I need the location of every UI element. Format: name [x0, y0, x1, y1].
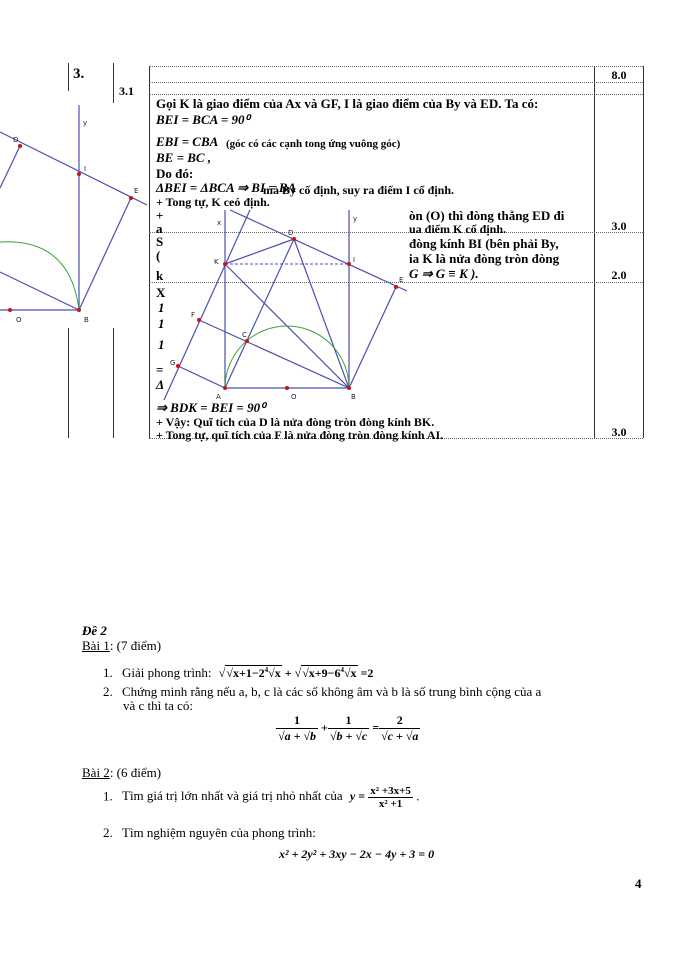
proof-line-4: òn (O) thì đòng thẳng ED đi: [409, 208, 565, 223]
bai2-label: Bài 2: [82, 765, 110, 780]
proof-line-7: ia K là nửa đòng tròn đòng: [409, 251, 560, 266]
svg-text:x: x: [217, 219, 222, 227]
svg-text:K: K: [214, 258, 219, 266]
clipped-glyph-7: 1: [158, 300, 165, 315]
bai1-item-1-text: Giải phong trình:: [122, 665, 212, 680]
bai1-equation-1: $√√x+1-2^4√x + √√x+9-6^4√x =2$: [218, 666, 374, 680]
bai1-label: Bài 1: [82, 638, 110, 653]
clipped-glyph-10: =: [156, 362, 164, 377]
svg-text:E: E: [399, 276, 404, 284]
bai1-equation-2: $\frac{1}{√a + √b}$ + $\frac{1}{√b + √c}$ = $\frac{2}{√c + √a}$: [278, 713, 419, 743]
proof-line-10: + Tong tự, quĩ tích của F là nửa đòng tròn đòng kính AI.: [156, 428, 444, 442]
proof-note-1: (góc có các cạnh tong ứng vuông góc): [226, 138, 401, 150]
bai1-item-1: [103, 665, 373, 681]
proof-eq-2: EBI = CBA: [156, 134, 219, 149]
section-number: 3.: [73, 66, 85, 82]
page-number: 4: [635, 876, 642, 891]
bai1-item-2-text: Chứng minh rằng nếu a, b, c là các số không âm và b là số trung bình cộng của a: [122, 684, 542, 699]
proof-line-8: G ⇒ G ≡ K ).: [409, 266, 479, 281]
proof-line-do-do: Do đó:: [156, 166, 194, 181]
bai2-item-2: [103, 825, 316, 841]
score-3-0-b: 3.0: [611, 425, 627, 439]
table-left-rule-4: [113, 328, 114, 438]
score-3-0-a: 3.0: [611, 219, 627, 233]
clipped-glyph-5: k: [156, 268, 164, 283]
proof-line-9: + Vậy: Quĩ tích của D là nửa đòng tròn đòng kính BK.: [156, 415, 435, 429]
bai2-heading: [82, 765, 161, 781]
proof-line-1: Gọi K là giao điểm của Ax và GF, I là giao điểm của By và ED. Ta có:: [156, 96, 539, 111]
bai2-fraction: $\frac{\text{x² +3x+5}}{\text{x² +1}}$: [370, 785, 411, 810]
bai1-item-2: [103, 685, 541, 713]
bai2-item-2-num: 2.: [103, 825, 113, 840]
proof-eq-4: ΔBEI = ΔBCA ⇒ BI = BA: [156, 180, 297, 195]
clipped-glyph-2: a: [156, 221, 163, 236]
row-rule-top: [149, 66, 643, 67]
table-left-rule-3: [68, 328, 69, 438]
proof-eq-5: ⇒ BDK = BEI = 90⁰: [156, 400, 266, 415]
score-2-0: 2.0: [611, 268, 627, 282]
table-left-rule-1: [68, 63, 69, 91]
bai2-equation: x² + 2y² + 3xy − 2x − 4y + 3 = 0: [279, 847, 435, 861]
clipped-glyph-6: X: [156, 285, 166, 300]
clipped-glyph-4: (: [156, 248, 161, 263]
svg-text:O: O: [16, 316, 22, 324]
clipped-glyph-11: Δ: [156, 377, 165, 392]
svg-text:B: B: [351, 393, 356, 400]
bai2-item-1: 1. Tìm giá trị lớn nhất và giá trị nhỏ nhất của y = $\frac{\text{x² +3x+5}}{\text{x² +1}}$ .: [103, 785, 420, 810]
score-col-border: [594, 66, 595, 438]
clipped-glyph-8: 1: [158, 316, 165, 331]
svg-text:C: C: [242, 331, 247, 339]
clipped-glyph-3: S: [156, 234, 164, 249]
bai2-points: : (6 điểm): [109, 765, 162, 780]
svg-text:y: y: [83, 119, 88, 127]
proof-line-3: + Tong tự, K ceó định.: [156, 195, 270, 209]
svg-text:y: y: [353, 215, 358, 223]
bai1-points: : (7 điểm): [109, 638, 162, 653]
proof-line-2: mà By cố định, suy ra điểm I cố định.: [263, 183, 455, 197]
table-right-border: [643, 66, 644, 438]
clipped-glyph-9: 1: [158, 337, 165, 352]
bai1-item-2-text2: và c thì ta có:: [123, 698, 194, 713]
bai2-frac-lhs: y =: [349, 789, 366, 804]
svg-text:D: D: [288, 229, 294, 237]
svg-text:O: O: [291, 393, 297, 400]
bai2-item-1-num: 1.: [103, 788, 113, 804]
de2-title: Đề 2: [82, 623, 107, 638]
proof-line-6: đòng kính BI (bên phải By,: [409, 236, 559, 251]
svg-text:A: A: [216, 393, 221, 400]
svg-text:G: G: [170, 359, 176, 367]
clipped-glyph-1: +: [156, 208, 164, 223]
proof-eq-1: BEI = BCA = 90⁰: [156, 112, 250, 127]
bai2-item-1-text: Tìm giá trị lớn nhất và giá trị nhỏ nhất của: [122, 788, 343, 804]
bai1-heading: [82, 638, 161, 654]
svg-text:I: I: [84, 165, 87, 173]
table-left-rule-2: [113, 63, 114, 103]
proof-eq-3: BE = BC ,: [156, 150, 212, 165]
bai1-item-2-num: 2.: [103, 684, 113, 699]
score-8-0: 8.0: [611, 68, 627, 82]
svg-text:E: E: [134, 187, 139, 195]
bai1-item-1-num: 1.: [103, 665, 113, 680]
row-rule-2: [149, 82, 643, 83]
svg-text:F: F: [191, 311, 196, 319]
proof-line-5: ua điểm K cố định.: [409, 222, 507, 236]
svg-text:B: B: [84, 316, 89, 324]
svg-text:I: I: [353, 256, 356, 264]
geometry-figure: [140, 200, 420, 400]
left-geometry-figure: [0, 100, 160, 340]
svg-text:D: D: [13, 136, 19, 144]
subsection-number: 3.1: [119, 84, 134, 98]
bai2-item-2-text: Tìm nghiệm nguyên của phong trình:: [122, 825, 316, 840]
row-rule-3: [149, 94, 643, 95]
